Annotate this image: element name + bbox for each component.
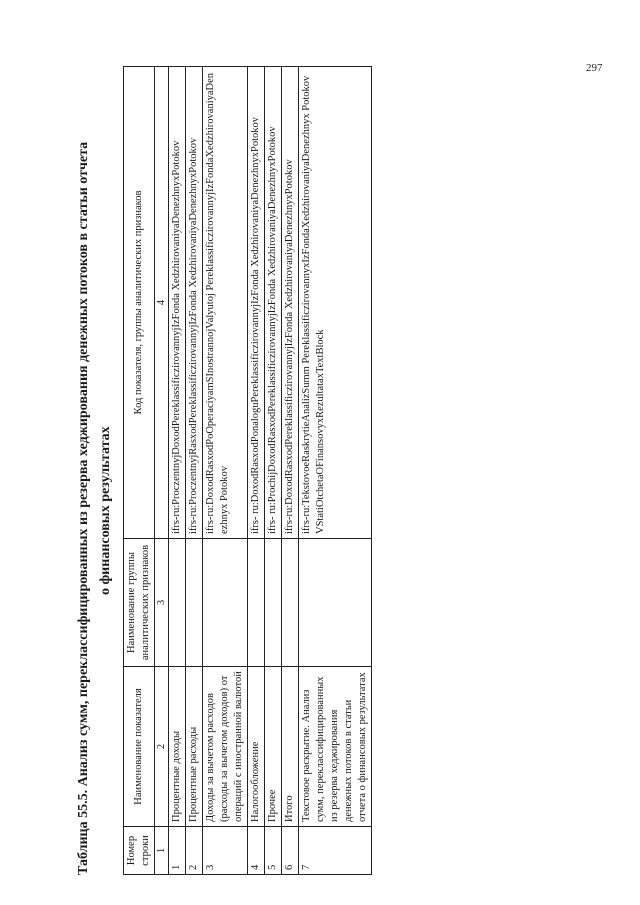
column-number: 3 <box>155 539 169 667</box>
row-number: 4 <box>248 827 265 875</box>
indicator-code: ifrs-ru:DoxodRasxodPereklassificzirovannyjIzFonda XedzhirovaniyaDenezhnyxPotokov <box>282 67 299 539</box>
row-number: 6 <box>282 827 299 875</box>
indicator-code: ifrs-ru:ProczentnyjRasxodPereklassificzirovannyjIzFonda XedzhirovaniyaDenezhnyxPotokov <box>186 67 203 539</box>
group-name <box>299 539 372 667</box>
indicator-name: Текстовое раскрытие. Анализ сумм, переклассифицированных из резерва хеджирования денежных потоков в статьи отчета о финансовых результатах <box>299 667 372 827</box>
indicator-name: Налогообложение <box>248 667 265 827</box>
column-number: 1 <box>155 827 169 875</box>
table-row <box>186 67 203 875</box>
indicator-code: ifrs-ru:DoxodRasxodPoOperaciyamSInostrannojValyutoj PereklassificzirovannyjIzFondaXedzhirovaniyaDenezhnyx Potokov <box>203 67 248 539</box>
indicator-code: ifrs-ru:ProczentnyjDoxodPereklassificzirovannyjIzFonda XedzhirovaniyaDenezhnyxPotokov <box>169 67 186 539</box>
rotated-page-content <box>73 55 633 875</box>
group-name <box>169 539 186 667</box>
indicator-name: Прочее <box>265 667 282 827</box>
column-number: 4 <box>155 67 169 539</box>
header-row <box>124 67 155 875</box>
group-name <box>203 539 248 667</box>
table-row <box>248 67 265 875</box>
row-number: 7 <box>299 827 372 875</box>
column-number-row <box>155 67 169 875</box>
header-code: Код показателя, группы аналитических признаков <box>124 67 155 539</box>
indicator-code: ifrs-ru:TekstovoeRaskrytieAnalizSumm PereklassificzirovannyxIzFondaXedzhirovaniyaDenezhnyx PotokovVStatiOtchetaOFinansovyxRezultataxTextBlock <box>299 67 372 539</box>
table-row <box>299 67 372 875</box>
table-row <box>169 67 186 875</box>
group-name <box>248 539 265 667</box>
table-caption <box>73 55 117 875</box>
row-number: 3 <box>203 827 248 875</box>
row-number: 5 <box>265 827 282 875</box>
page-number: 297 <box>586 62 603 74</box>
caption-line-1: Таблица 55.5. Анализ сумм, переклассифицированных из резерва хеджирования денежных потоков в статьи отчета <box>76 141 91 875</box>
indicator-name: Доходы за вычетом расходов (расходы за вычетом доходов) от операций с иностранной валютой <box>203 667 248 827</box>
indicator-code: ifrs- ru:ProchijDoxodRasxodPereklassificzirovannyjIzFonda XedzhirovaniyaDenezhnyxPotokov <box>265 67 282 539</box>
row-number: 1 <box>169 827 186 875</box>
caption-line-2: о финансовых результатах <box>98 426 113 595</box>
indicator-name: Итого <box>282 667 299 827</box>
column-number: 2 <box>155 667 169 827</box>
row-number: 2 <box>186 827 203 875</box>
data-table <box>123 66 372 875</box>
group-name <box>282 539 299 667</box>
indicator-name: Процентные доходы <box>169 667 186 827</box>
indicator-code: ifrs- ru:DoxodRasxodPonaloguPereklassificzirovannyjIzFonda XedzhirovaniyaDenezhnyxPotokov <box>248 67 265 539</box>
header-row-number: Номер строки <box>124 827 155 875</box>
header-indicator-name: Наименование показателя <box>124 667 155 827</box>
indicator-name: Процентные расходы <box>186 667 203 827</box>
table-row <box>282 67 299 875</box>
table-row <box>265 67 282 875</box>
group-name <box>186 539 203 667</box>
group-name <box>265 539 282 667</box>
header-group-name: Наименование группы аналитических признаков <box>124 539 155 667</box>
table-row <box>203 67 248 875</box>
